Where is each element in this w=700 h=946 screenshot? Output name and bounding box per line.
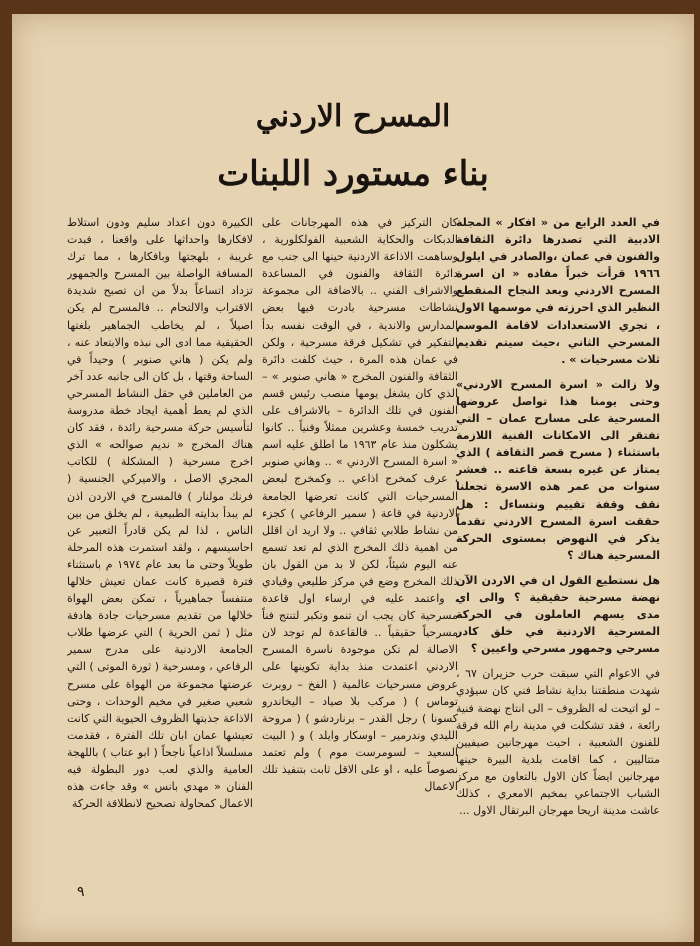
- paragraph: ولا زالت « اسرة المسرح الاردني» وحتى يومنا هذا تواصل عروضها المسرحية على مسارح عمان – التي تفتقر الى الامكانات الفنية اللازمة باستثناء ( مسرح قصر الثقافة ) الذي يمتاز عن غيره بسعة قاعته .. فعشر سنوات من عمر هذه الاسرة تجعلنا نقف وقفة تقييم ونتساءل : هل حققت اسرة المسرح الاردني تقدماً يذكر في النهوض بمستوى الحركة المسرحية هناك ؟: [456, 377, 660, 562]
- paragraph: الكبيرة دون اعداد سليم ودون استلاط لافكارها واحداثها على واقعنا ، فبدت غريبة ، بلهجتها وبافكارها ، مما ترك المسافة الواصلة بين المسرح والجمهور تزداد اتساعاً بدلاً من ان تصبح شديدة الاقتراب والالتحام .. فالمسرح لم يكن اصيلاً ، لم يخاطب الجماهير بلغتها الحقيقية مما ادى الى نبذه والابتعاد عنه ، ولم يكن ( هاني صنوبر ) وحيداً في الساحة وقتها ، بل كان الى جانبه عدد آخر من العاملين في حقل النشاط المسرحي الذي لم يعط أهمية ايجاد خطة مدروسة لتأسيس حركة مسرحية رائدة ، فقد كان هناك المخرج « نديم صوالحه » الذي اخرج مسرحية ( المشكلة ) للكاتب المجري الاصل ، والاميركي الجنسية ( فرنك مولنار ) فالمسرح في الاردن اذن لم يبدأ بدايته الطبيعية ، لم يخلق من بين الناس ، لذا لم يكن قادراً التعبير عن احاسيسهم ، ولقد استمرت هذه المرحلة طويلاً وحتى ما بعد عام ١٩٧٤ م باستثناء فترة قصيرة كانت عمان تعيش خلالها منتفساً جماهيرياً ، تمكن بعض الهواة خلالها من تقديم مسرحيات جادة هادفة مثل ( ثمن الحرية ) التي عرضها طلاب الجامعة الاردنية على مدرج سمير الرفاعي ، ومسرحية ( ثورة الموتى ) التي عرضتها مجموعة من الهواة على مسرح شعبي صغير في مخيم الوحدات ، وحتى الاذاعة جذبتها الظروف الحيوية التي كانت تعيشها عمان ابان تلك الفترة ، فقدمت مسلسلاً اذاعياً ناجحاً ( ابو عتاب ) باللهجة العامية والذي لعب دور البطولة فيه الفنان « مهدي بانس » وقد جاءت هذه الاعمال كمحاولة تصحيح لانطلاقة الحركة: [67, 216, 253, 811]
- paragraph: في العدد الرابع من « افكار » المجلة الادبية التي تصدرها دائرة الثقافة والفنون في عمان ،والصادر في ايلول ١٩٦٦ قرأت خبراً مفاده « ان اسرة المسرح الاردني وبعد النجاح المنقطع النظير الذي احرزته في موسمها الاول ، تجري الاستعدادات لاقامة الموسم المسرحي الثاني ،حيث سيتم تقديم ثلاث مسرحيات » .: [456, 216, 660, 366]
- paragraph: في الاعوام التي سبقت حرب حزيران ٦٧ ، شهدت منطقتنا بداية نشاط فني كان سيؤدي – لو اتيحت له الظروف – الى انتاج نهضة فنية رائعة ، فقد تشكلت في مدينة رام الله فرقة للفنون الشعبية ، احيت مهرجانين صيفيين متتاليين ، كما اقامت بلدية البيرة حينها مهرجانين ايضاً كان الاول بالتعاون مع مركز الشباب الاجتماعي بمخيم الامعري ، كذلك عاشت مدينة اريحا مهرجان البرتقال الاول ...: [456, 667, 660, 818]
- paragraph: كان التركيز في هذه المهرجانات على الدبكات والحكاية الشعبية الفولكلورية ، وساهمت الاذاعة الاردنية حينها الى جنب مع دائرة الثقافة والفنون في المساعدة والاشراف الفني .. بالاضافة الى مجموعة نشاطات مسرحية بادرت فيها بعض المدارس والاندية ، في الوقت نفسه بدأ التفكير في تشكيل فرقة مسرحية ، ولكن في عمان هذه المرة ، حيث كلفت دائرة الثقافة والفنون المخرج « هاني صنوبر » – الذي كان يشغل يومها منصب رئيس قسم الفنون في تلك الدائرة – بالاشراف على تدريب خمسة وعشرين ممثلاً وفنياً .. كانوا يشكلون منذ عام ١٩٦٣ ما اطلق عليه اسم « اسرة المسرح الاردني » .. وهاني صنوبر ، عرف كمخرج اذاعي .. وكمخرج لبعض المسرحيات التي كانت تعرضها الجامعة الاردنية في قاعة ( سمير الرفاعي ) كجزء من نشاط طلابي ثقافي .. ولا اريد ان اقلل من اهمية ذلك المخرج الذي لم تعد تسمع عنه اليوم شيئاً، لكن لا بد من القول بان ذلك المخرج وضع في مركز طليعي وقيادي ، واعتمد عليه في ارساء اول قاعدة مسرحية كان يجب ان تنمو وتكبر لتنتج فناً مسرحياً حقيقياً .. فالقاعدة لم توجد لان الاصالة لم تكن موجودة ناسرة المسرح الاردني اعتمدت منذ بداية تكوينها على عروض مسرحيات عالمية ( الفخ – روبرت توماس ) ( مركب بلا صياد – اليخاندرو كسونا ) رجل القدر – برناردشو ) ( مروحة الليدي وندرمير – اوسكار وايلد ) و ( البيت السعيد – لسومرست موم ) ولم تعتمد نصوصاً عليه ، او على الاقل ثابت بتنفيذ تلك الاعمال: [262, 216, 458, 794]
- article-title-line1: المسرح الاردني: [255, 99, 451, 134]
- text-column-left: [67, 214, 253, 874]
- text-column-right: [456, 214, 660, 864]
- article-title-line2: بناء مستورد اللبنات: [217, 154, 489, 194]
- magazine-page: [12, 14, 694, 942]
- page-number: ٩: [77, 884, 85, 900]
- text-column-middle: [262, 214, 458, 844]
- paragraph: هل نستطيع القول ان في الاردن الآن نهضة مسرحية حقيقية ؟ والى اي مدى يسهم العاملون في الحركة المسرحية الاردنية في خلق كادر مسرحي وجمهور مسرحي واعيين ؟: [456, 573, 660, 656]
